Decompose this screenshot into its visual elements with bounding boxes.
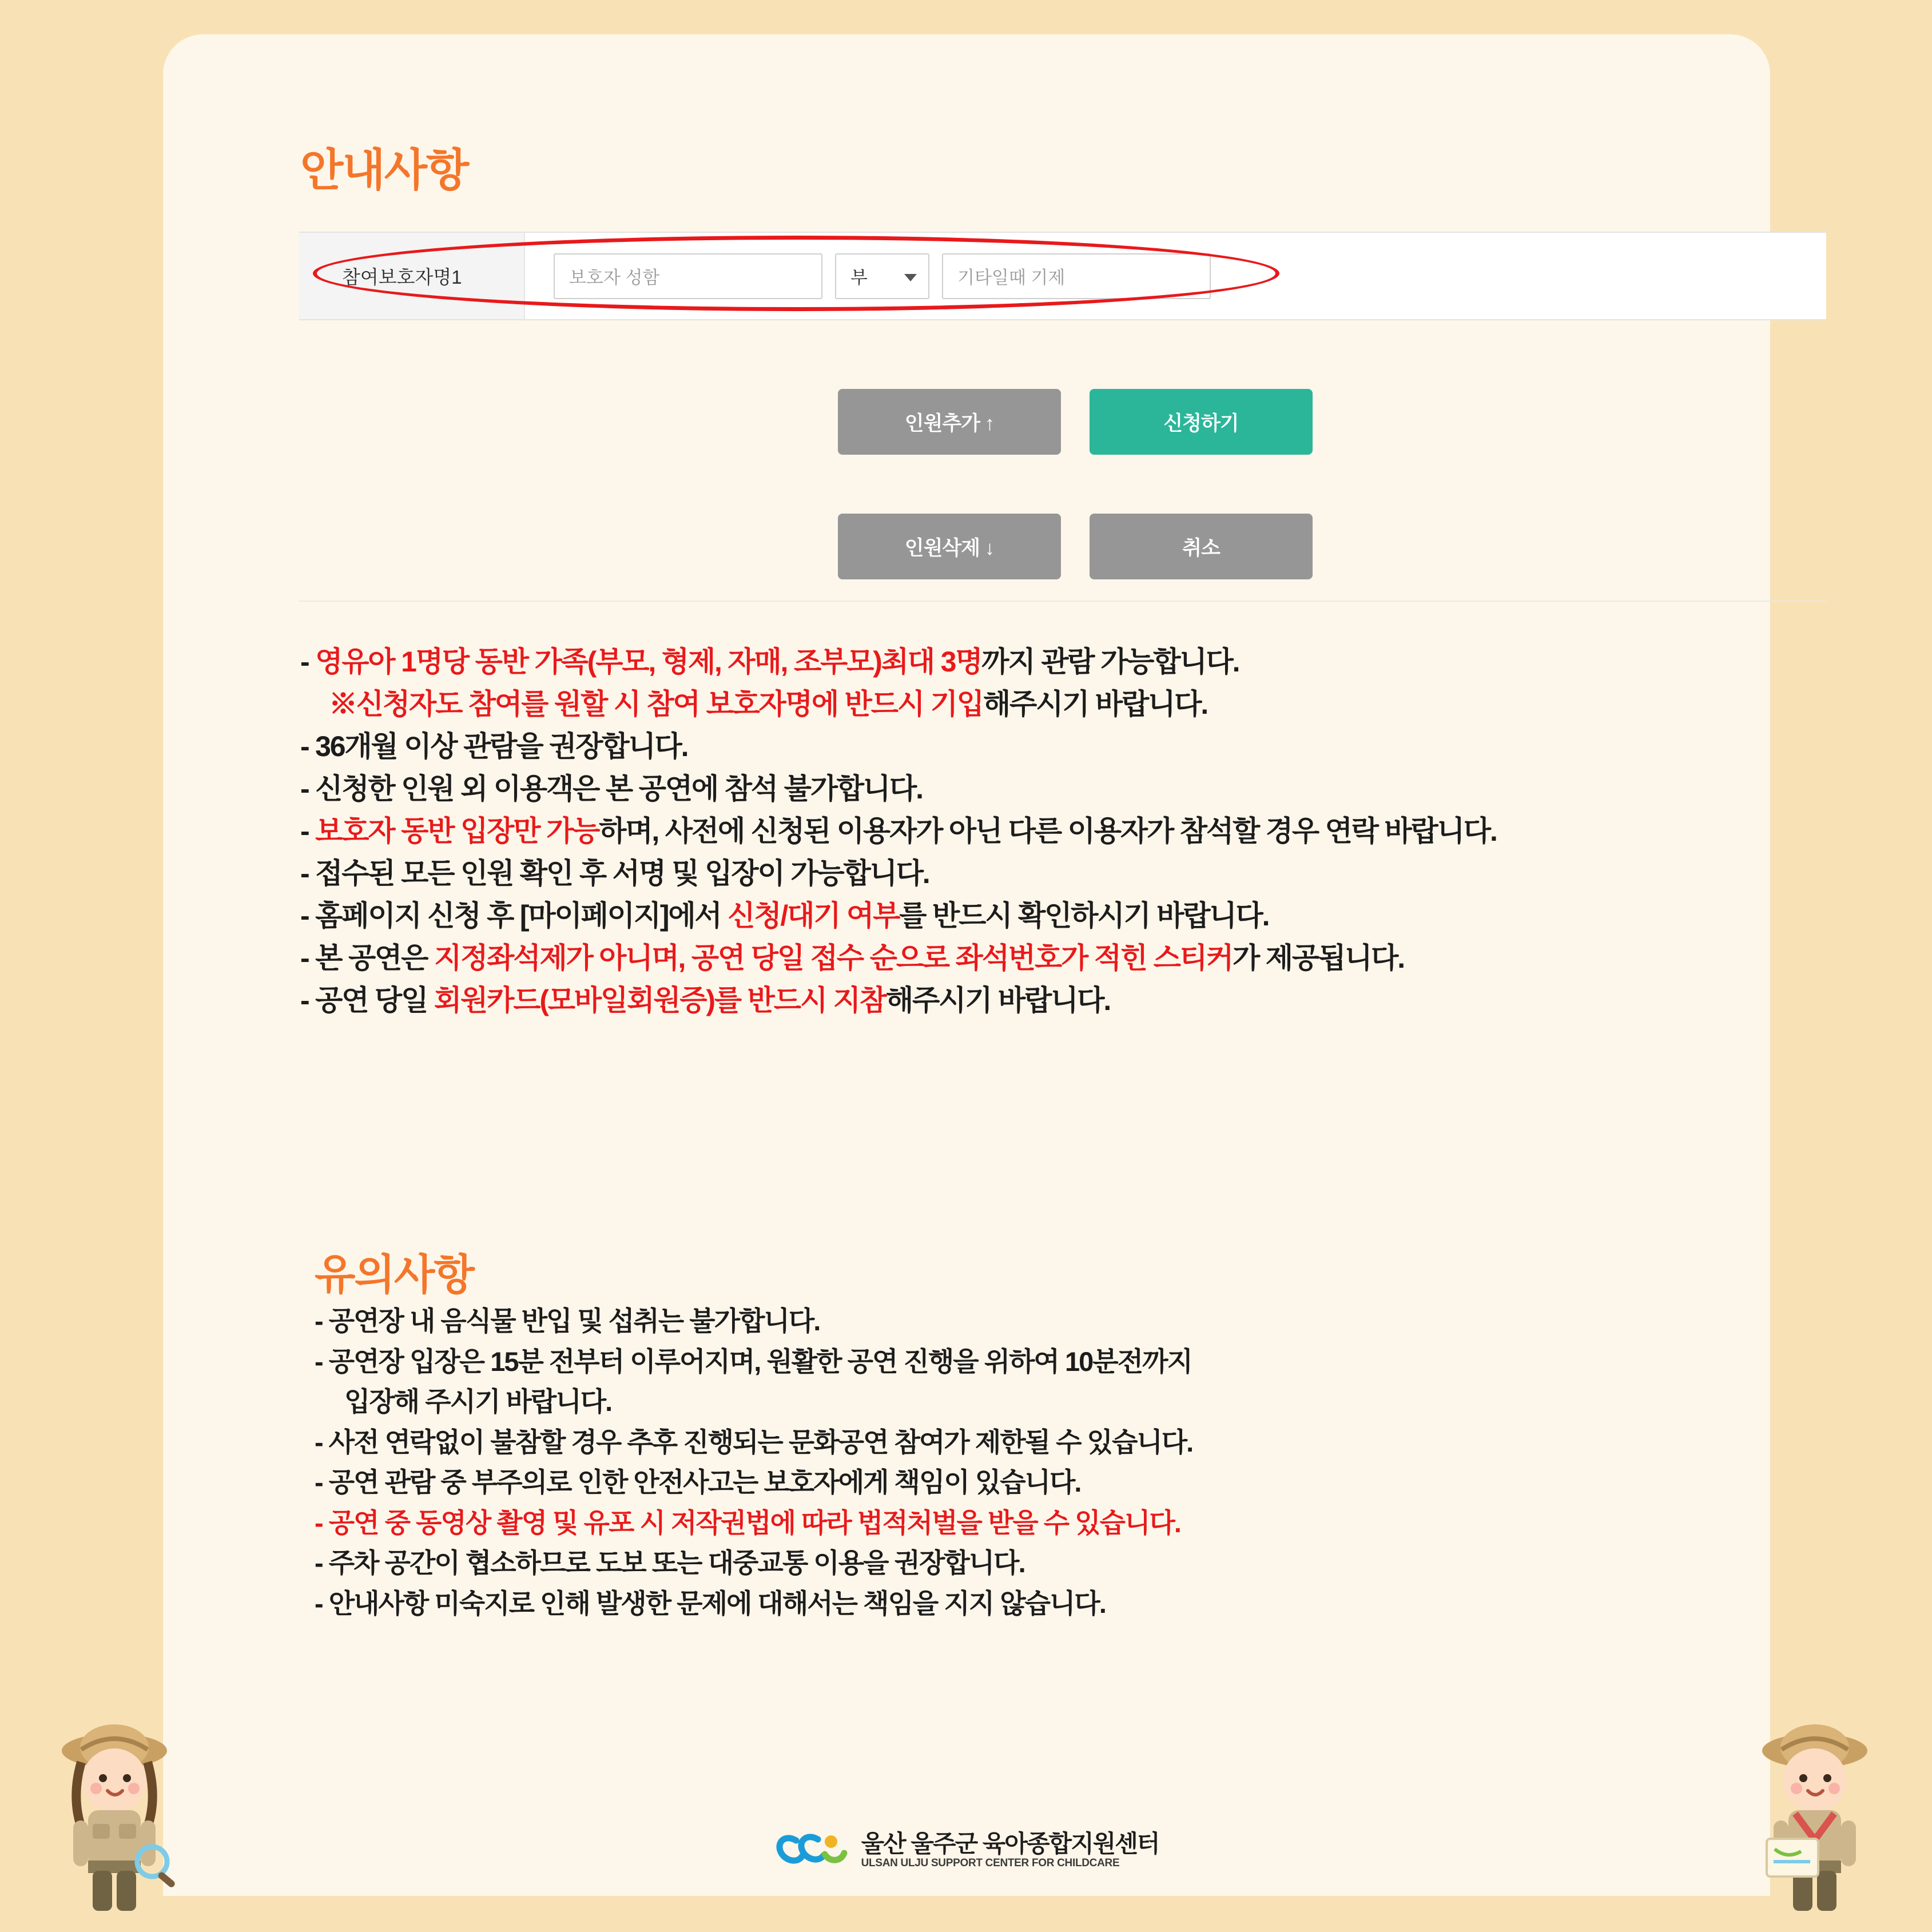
guardian-row-label: 참여보호자명1 [299, 233, 525, 319]
content-card [163, 34, 1770, 1896]
notice-list [300, 641, 1932, 1021]
page-title-notice: 안내사항 [300, 145, 468, 195]
relation-select[interactable]: 부 [835, 253, 929, 299]
caution-text: - 사전 연락없이 불참할 경우 추후 진행되는 문화공연 참여가 제한될 수 있습니다. [315, 1426, 1193, 1457]
caution-text: - 주차 공간이 협소하므로 도보 또는 대중교통 이용을 권장합니다. [315, 1548, 1025, 1578]
page-title-caution: 유의사항 [315, 1251, 474, 1298]
chevron-down-icon [904, 274, 917, 281]
notice-bullet: - [300, 730, 316, 762]
notice-bullet: - [300, 773, 316, 805]
mascot-boy-illustration [1729, 1718, 1901, 1926]
cancel-button[interactable]: 취소 [1090, 514, 1313, 579]
caution-text: - 공연 중 동영상 촬영 및 유포 시 저작권법에 따라 법적처벌을 받을 수 있습니다. [315, 1507, 1180, 1538]
notice-text: 까지 관람 가능합니다. [981, 646, 1239, 678]
caution-item [315, 1422, 1932, 1463]
apply-button[interactable]: 신청하기 [1090, 389, 1313, 455]
guardian-name-input[interactable]: 보호자 성함 [554, 253, 822, 299]
notice-item [300, 937, 1932, 979]
caution-item [315, 1342, 1932, 1382]
section-divider [299, 601, 1826, 602]
notice-text: ※신청자도 참여를 원할 시 참여 보호자명에 반드시 기입 [329, 688, 983, 720]
notice-item [300, 641, 1932, 683]
caution-text: - 공연 관람 중 부주의로 인한 안전사고는 보호자에게 책임이 있습니다. [315, 1467, 1081, 1497]
notice-item [300, 725, 1932, 768]
caution-item [315, 1543, 1932, 1584]
notice-item [300, 979, 1932, 1021]
notice-text: 하며, 사전에 신청된 이용자가 아닌 다른 이용자가 참석할 경우 연락 바랍니다. [599, 815, 1497, 847]
notice-item [300, 810, 1932, 852]
notice-bullet: - [300, 646, 316, 678]
notice-text: 회원카드(모바일회원증)를 반드시 지참 [434, 984, 886, 1016]
caution-item [315, 1301, 1932, 1342]
delete-person-button[interactable]: 인원삭제 ↓ [838, 514, 1061, 579]
caution-item [315, 1462, 1932, 1503]
notice-text: 공연 당일 [315, 984, 434, 1016]
notice-text: 본 공연은 [315, 942, 434, 974]
notice-text: 홈페이지 신청 후 [마이페이지]에서 [315, 900, 728, 932]
footer-org-kr: 울산 울주군 육아종합지원센터 [861, 1830, 1159, 1858]
notice-bullet: - [300, 984, 316, 1016]
notice-text: 36개월 이상 관람을 권장합니다. [315, 730, 688, 762]
footer-org-en: ULSAN ULJU SUPPORT CENTER FOR CHILDCARE [861, 1857, 1120, 1869]
caution-text: - 공연장 입장은 15분 전부터 이루어지며, 원활한 공연 진행을 위하여 10분전까지 [315, 1346, 1192, 1377]
caution-item [315, 1584, 1932, 1624]
notice-text: 보호자 동반 입장만 가능 [315, 815, 599, 847]
caution-text: - 공연장 내 음식물 반입 및 섭취는 불가합니다. [315, 1306, 820, 1336]
notice-text: 영유아 1명당 동반 가족(부모, 형제, 자매, 조부모)최대 3명 [315, 646, 982, 678]
caution-item [315, 1382, 1932, 1422]
caution-text: 입장해 주시기 바랍니다. [344, 1386, 612, 1417]
notice-text: 가 제공됩니다. [1232, 942, 1404, 974]
notice-text: 해주시기 바랍니다. [983, 688, 1208, 720]
notice-bullet: - [300, 900, 316, 932]
relation-select-wrap[interactable] [835, 253, 929, 299]
notice-bullet: - [300, 857, 316, 889]
guardian-form-row [299, 232, 1826, 320]
caution-list [315, 1301, 1932, 1624]
notice-text: 를 반드시 확인하시기 바랍니다. [899, 900, 1269, 932]
footer-text [861, 1831, 1159, 1869]
notice-text: 신청/대기 여부 [728, 900, 900, 932]
caution-text: - 안내사항 미숙지로 인해 발생한 문제에 대해서는 책임을 지지 않습니다. [315, 1588, 1106, 1619]
add-person-button[interactable]: 인원추가 ↑ [838, 389, 1061, 455]
etc-input[interactable]: 기타일때 기제 [942, 253, 1211, 299]
footer-logo [163, 1830, 1770, 1870]
notice-item [300, 895, 1932, 937]
notice-text: 접수된 모든 인원 확인 후 서명 및 입장이 가능합니다. [315, 857, 929, 889]
notice-bullet: - [300, 942, 316, 974]
notice-bullet: - [300, 815, 316, 847]
notice-text: 지정좌석제가 아니며, 공연 당일 접수 순으로 좌석번호가 적힌 스티커 [434, 942, 1233, 974]
notice-item [300, 852, 1932, 895]
caution-item [315, 1503, 1932, 1544]
notice-item [300, 683, 1932, 725]
notice-item [300, 768, 1932, 810]
notice-text: 해주시기 바랍니다. [885, 984, 1111, 1016]
notice-text: 신청한 인원 외 이용객은 본 공연에 참석 불가합니다. [315, 773, 923, 805]
center-logo-icon [774, 1830, 849, 1870]
mascot-girl-illustration [29, 1718, 200, 1926]
